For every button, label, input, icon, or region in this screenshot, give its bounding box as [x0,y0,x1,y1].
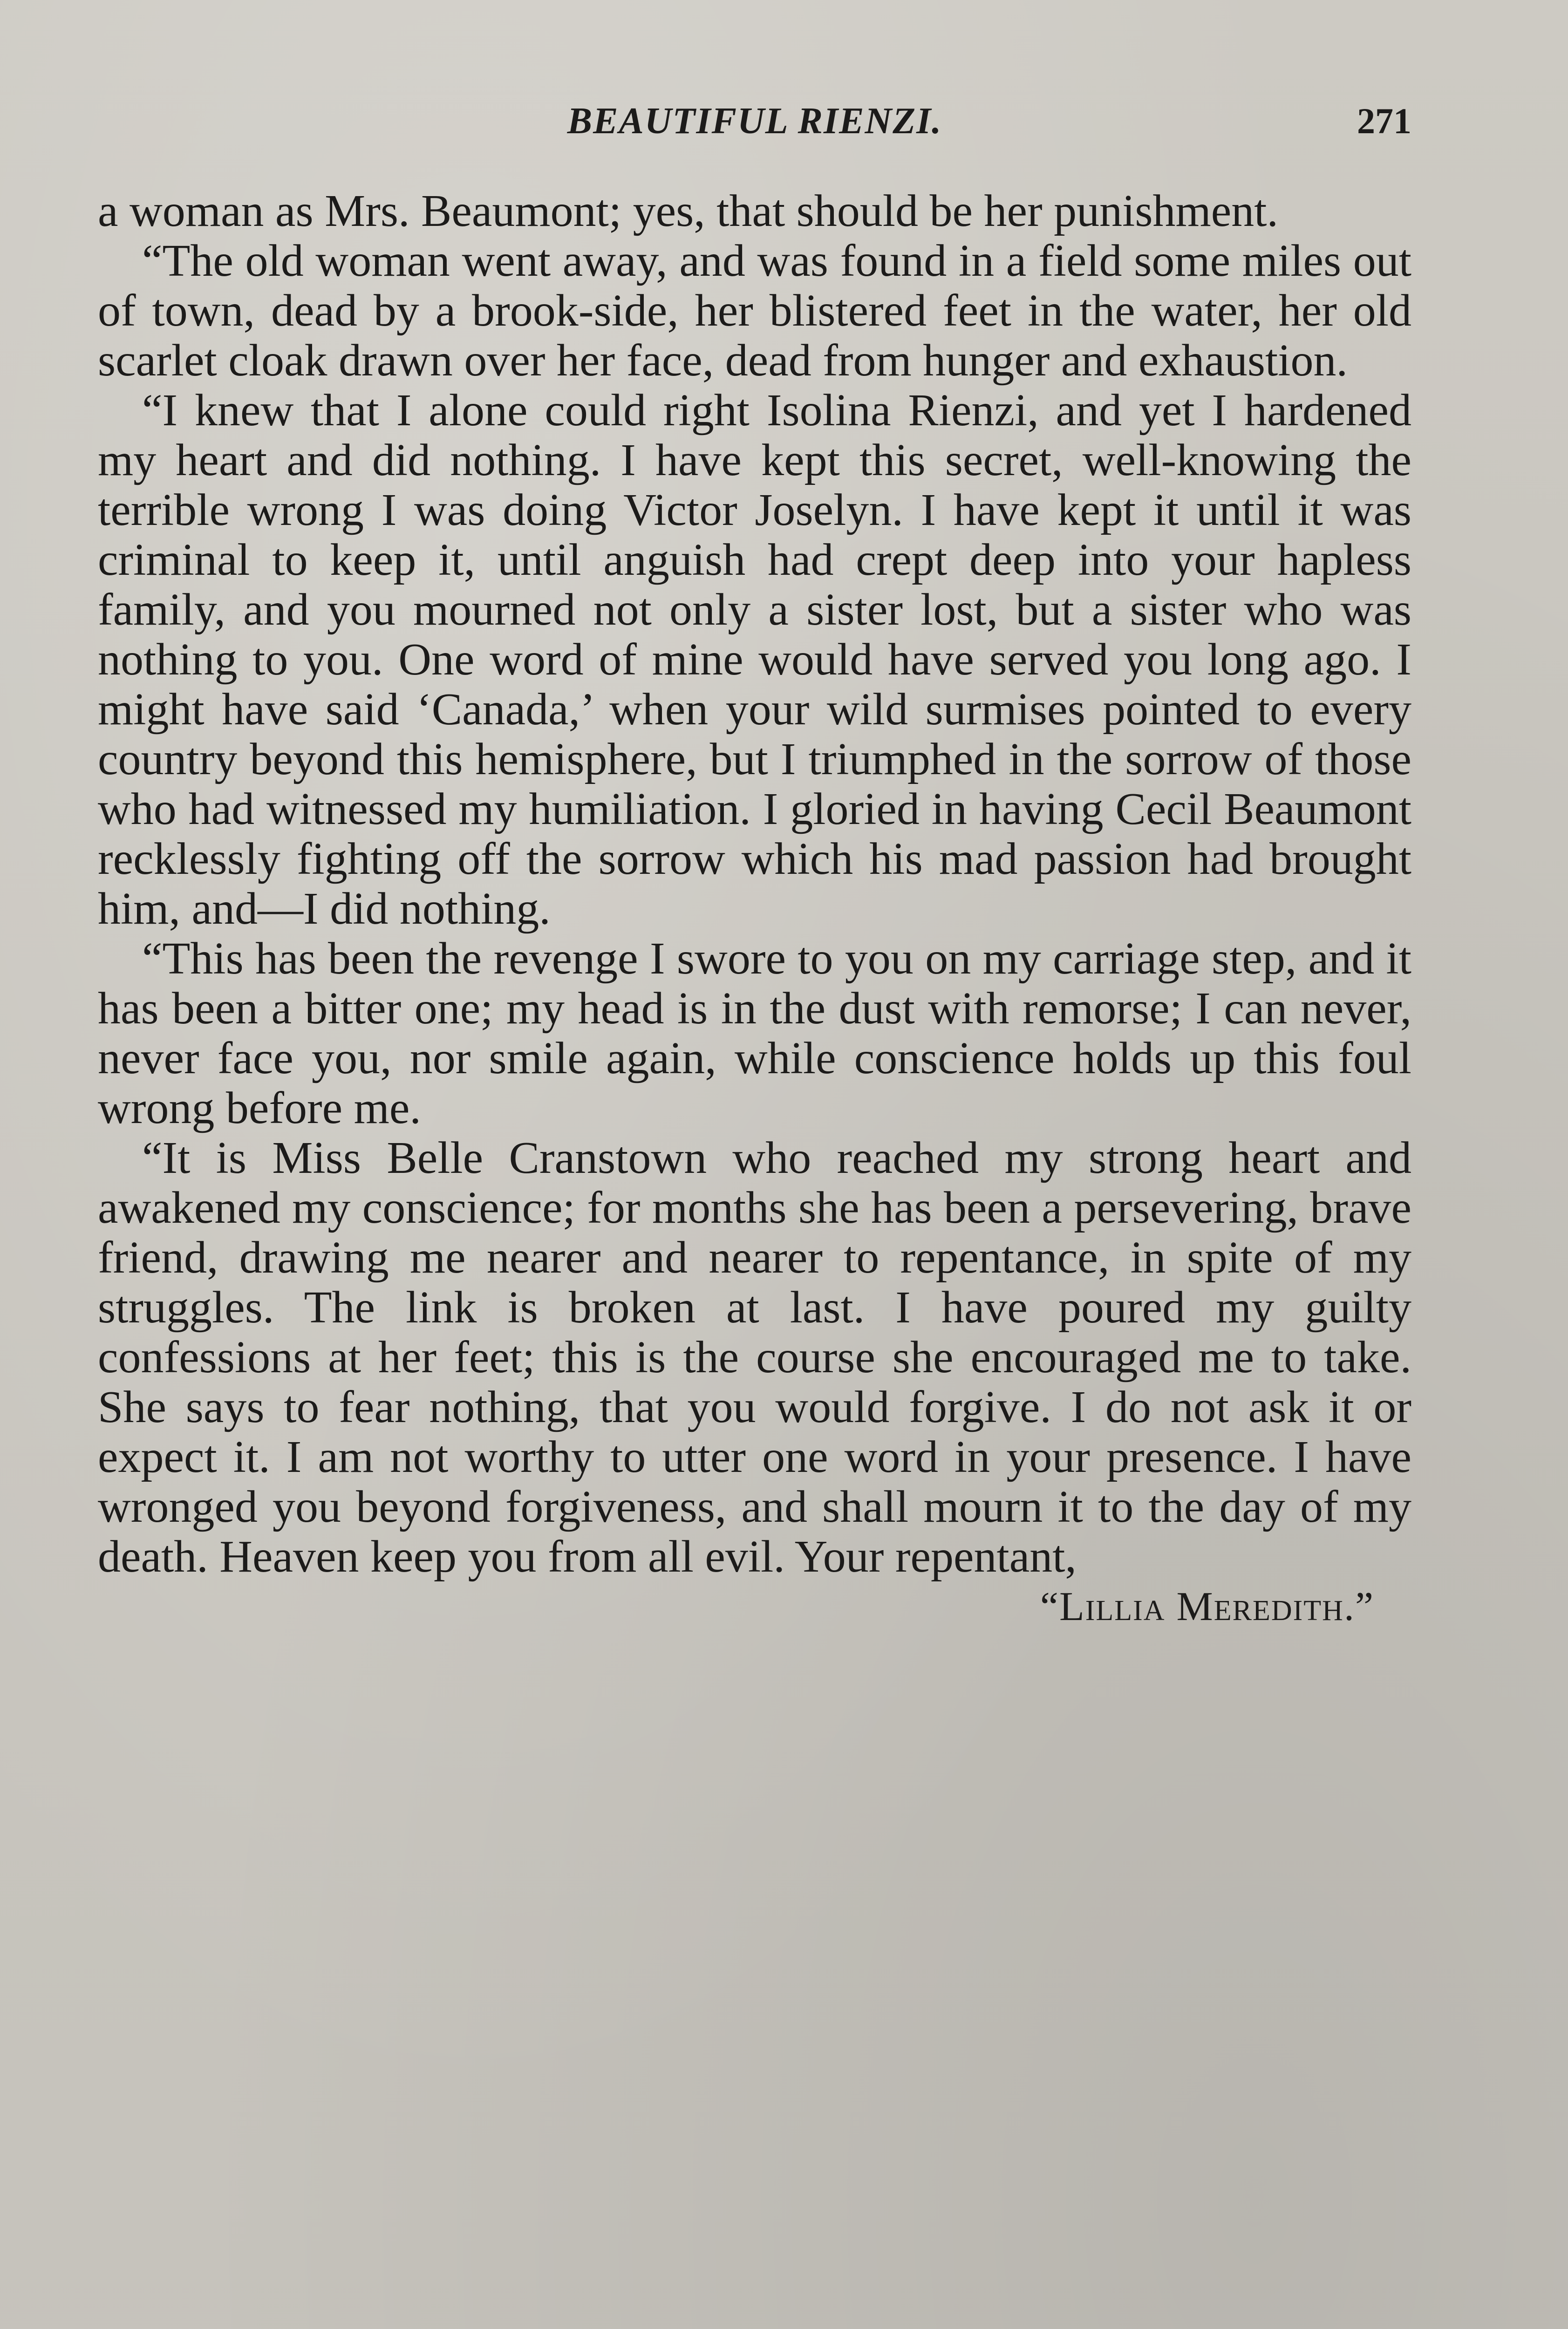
paragraph-5: “It is Miss Belle Cranstown who reached my strong heart and awakened my conscience; for months she has been a persevering, brave friend, drawing me nearer and nearer to repentance, in spite of my struggles. The link is broken at last. I have poured my guilty confessions at her feet; this is the course she encouraged me to take. She says to fear nothing, that you would forgive. I do not ask it or expect it. I am not worthy to utter one word in your presence. I have wronged you beyond forgiveness, and shall mourn it to the day of my death. Heaven keep you from all evil. Your repentant, [98,1133,1411,1582]
paragraph-3: “I knew that I alone could right Isolina Rienzi, and yet I hardened my heart and did nothing. I have kept this secret, well-knowing the terrible wrong I was doing Victor Joselyn. I have kept it until it was criminal to keep it, until anguish had crept deep into your hapless family, and you mourned not only a sister lost, but a sister who was nothing to you. One word of mine would have served you long ago. I might have said ‘Canada,’ when your wild surmises pointed to every country beyond this hemisphere, but I triumphed in the sorrow of those who had witnessed my humiliation. I gloried in having Cecil Beaumont recklessly fighting off the sorrow which his mad passion had brought him, and—I did nothing. [98,385,1411,934]
body-text [98,186,1411,1632]
paragraph-4: “This has been the revenge I swore to you on my carriage step, and it has been a bitter one; my head is in the dust with remorse; I can never, never face you, nor smile again, while conscience holds up this foul wrong before me. [98,933,1411,1133]
paragraph-2: “The old woman went away, and was found in a field some miles out of town, dead by a brook-side, her blistered feet in the water, her old scarlet cloak drawn over her face, dead from hunger and exhaustion. [98,236,1411,386]
paragraph-1: a woman as Mrs. Beaumont; yes, that should be her punishment. [98,186,1278,236]
page-header [98,100,1411,151]
letter-signature: “Lillia Meredith.” [1040,1584,1374,1629]
running-head: BEAUTIFUL RIENZI. [567,101,942,142]
page-number: 271 [1357,101,1411,141]
